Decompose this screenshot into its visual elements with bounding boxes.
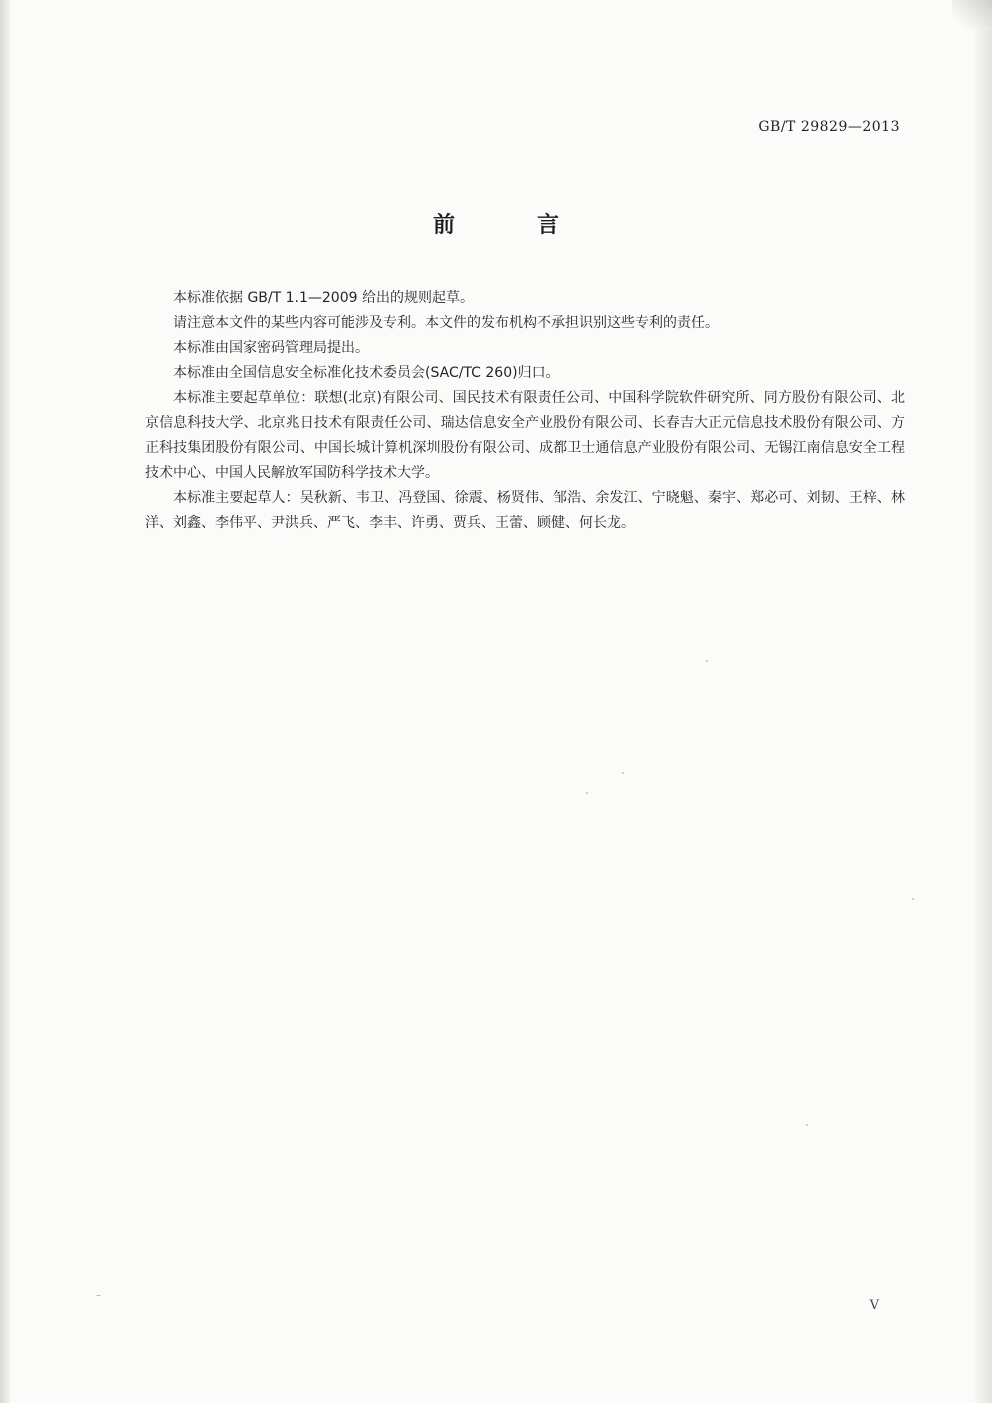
scan-speck [706, 660, 708, 662]
paragraph-patent-notice: 请注意本文件的某些内容可能涉及专利。本文件的发布机构不承担识别这些专利的责任。 [173, 315, 719, 331]
scan-corner-shadow [952, 0, 992, 30]
page-number: V [869, 1298, 879, 1313]
scan-speck [912, 898, 914, 900]
foreword-body [145, 286, 905, 536]
page-title: 前 言 [432, 213, 589, 238]
scan-speck [96, 1295, 101, 1296]
scan-speck [622, 772, 624, 774]
paragraph-proposed-by: 本标准由国家密码管理局提出。 [173, 340, 369, 356]
standard-number: GB/T 29829—2013 [758, 119, 900, 135]
scan-speck [806, 1124, 808, 1126]
paragraph-drafting-organizations: 本标准主要起草单位：联想(北京)有限公司、国民技术有限责任公司、中国科学院软件研究所、同方股份有限公司、北京信息科技大学、北京兆日技术有限责任公司、瑞达信息安全产业股份有限公司、长春吉大正元信息技术股份有限公司、方正科技集团股份有限公司、中国长城计算机深圳股份有限公司、成都卫士通信息产业股份有限公司、无锡江南信息安全工程技术中心、中国人民解放军国防科学技术大学。 [145, 390, 905, 481]
paragraph-drafting-rules: 本标准依据 GB/T 1.1—2009 给出的规则起草。 [173, 290, 474, 306]
paragraph-centralized-by: 本标准由全国信息安全标准化技术委员会(SAC/TC 260)归口。 [173, 365, 560, 381]
paragraph-drafters: 本标准主要起草人：吴秋新、韦卫、冯登国、徐震、杨贤伟、邹浩、余发江、宁晓魁、秦宇、郑必可、刘韧、王梓、林洋、刘鑫、李伟平、尹洪兵、严飞、李丰、许勇、贾兵、王蕾、顾健、何长龙。 [145, 490, 905, 531]
scan-speck [586, 792, 588, 794]
